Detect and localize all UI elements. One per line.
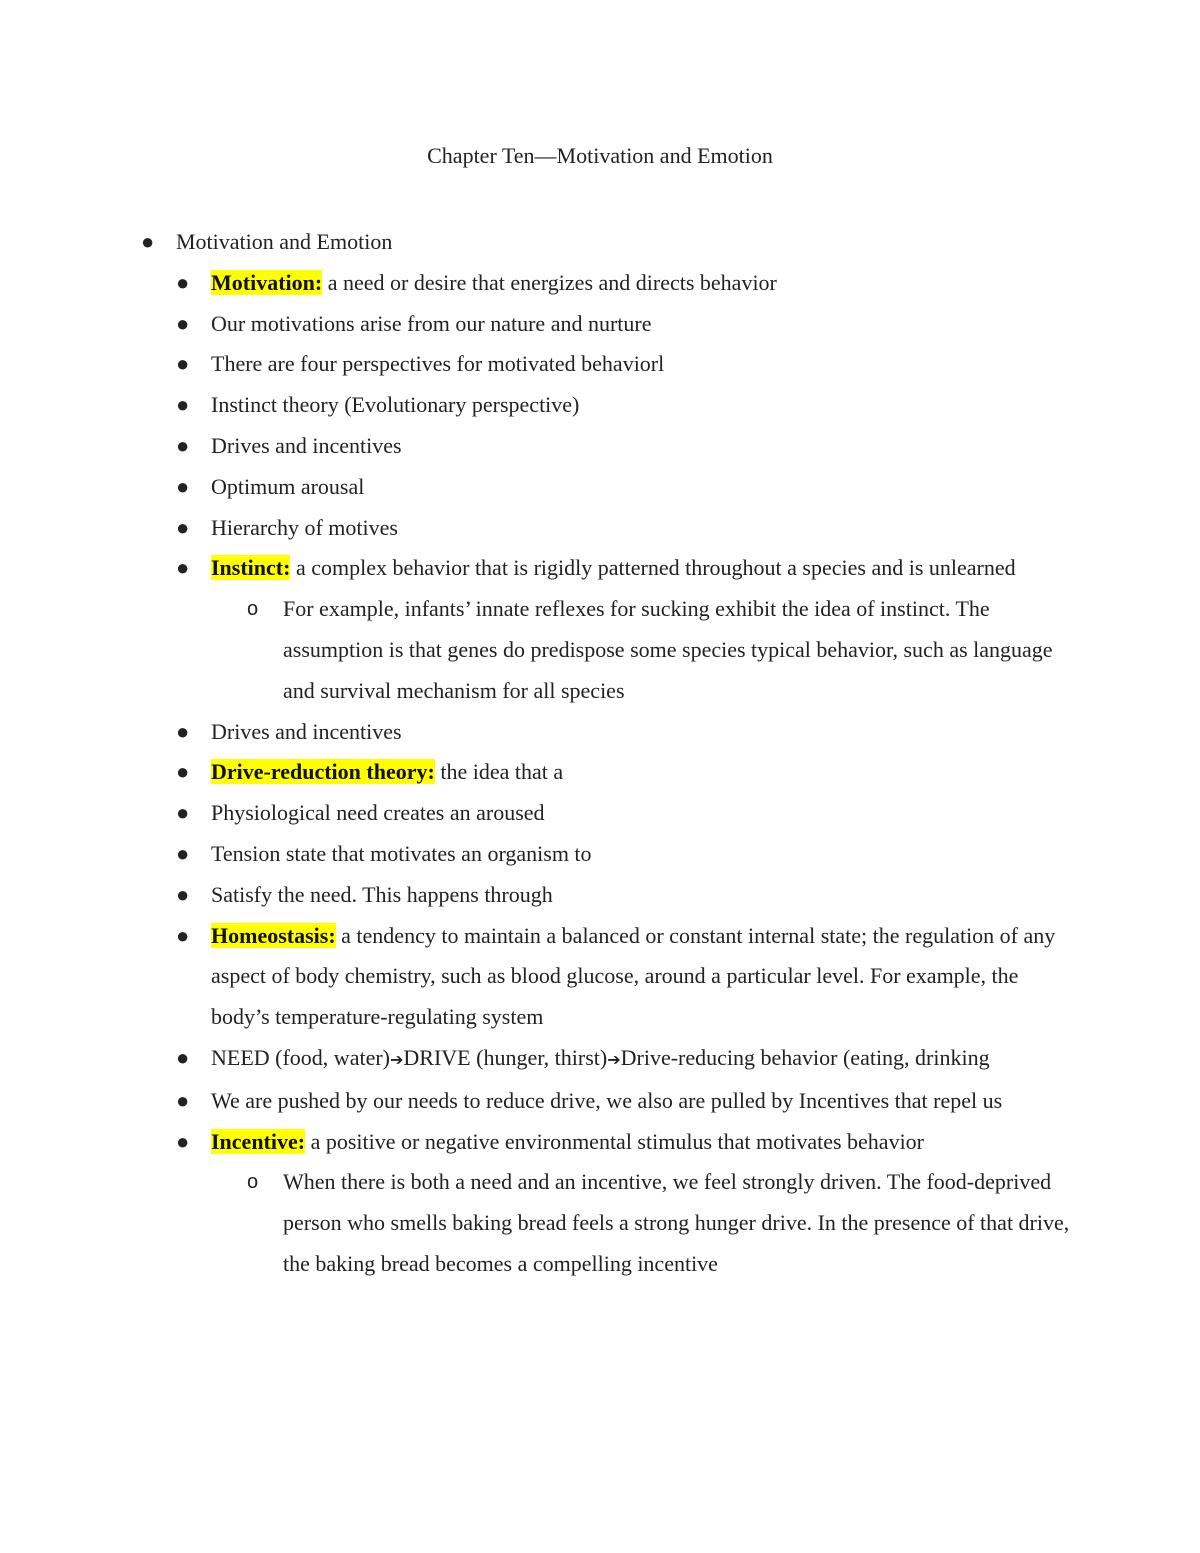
highlighted-term: Drive-reduction theory: <box>211 759 435 785</box>
list-item <box>0 344 1061 385</box>
list-item <box>0 916 1061 1038</box>
item-text: the idea that a <box>434 759 564 785</box>
bullet-icon: ● <box>176 514 190 540</box>
highlighted-term: Homeostasis: <box>211 922 336 948</box>
list-item <box>0 712 1061 753</box>
highlighted-term: Motivation: <box>211 269 323 295</box>
item-text: We are pushed by our needs to reduce drive, we also are pulled by Incentives that repel us <box>211 1087 1003 1113</box>
item-text: Hierarchy of motives <box>211 514 398 540</box>
list-item <box>0 1081 1061 1122</box>
item-text: Drives and incentives <box>211 432 402 458</box>
list-item <box>0 508 1061 549</box>
item-text-part3: Drive-reducing behavior (eating, drinking <box>620 1044 990 1070</box>
item-text-part2: DRIVE (hunger, thirst) <box>403 1044 608 1070</box>
item-text: a complex behavior that is rigidly patterned throughout a species and is unlearned <box>290 555 1016 581</box>
list-item <box>0 548 1061 589</box>
bullet-icon: ● <box>176 759 190 785</box>
item-text: Motivation and Emotion <box>176 229 393 254</box>
list-item <box>0 875 1061 916</box>
item-text: For example, infants’ innate reflexes for sucking exhibit the idea of instinct. The assumption is that genes do predispose some species typical behavior, such as language and survival mechanism for all species <box>283 596 1053 703</box>
list-item <box>0 467 1061 508</box>
item-text-part1: NEED (food, water) <box>211 1044 390 1070</box>
bullet-icon: ● <box>176 881 190 907</box>
bullet-icon: ● <box>176 269 190 295</box>
bullet-icon: ● <box>176 432 190 458</box>
page-title: Chapter Ten—Motivation and Emotion <box>427 143 773 168</box>
bullet-icon: ● <box>176 800 190 826</box>
bullet-icon: ● <box>141 229 155 254</box>
bullet-icon: ● <box>176 555 190 581</box>
bullet-icon: ● <box>176 1044 190 1070</box>
list-item <box>0 304 1061 345</box>
bullet-icon: ● <box>176 840 190 866</box>
item-text: Optimum arousal <box>211 473 365 499</box>
item-text: a tendency to maintain a balanced or constant internal state; the regulation of any aspect of body chemistry, such as blood glucose, around a particular level. For example, the body’s temperature-regulating system <box>211 922 1056 1030</box>
highlighted-term: Incentive: <box>211 1128 306 1154</box>
bullet-icon: ● <box>176 473 190 499</box>
item-text: There are four perspectives for motivated behaviorl <box>211 351 665 377</box>
bullet-icon: ● <box>176 310 190 336</box>
list-item <box>0 1038 1061 1081</box>
sub-list-item <box>0 1162 1073 1284</box>
item-text: Tension state that motivates an organism to <box>211 840 592 866</box>
bullet-icon: ● <box>176 351 190 377</box>
bullet-icon: ● <box>176 1087 190 1113</box>
list-item <box>0 385 1061 426</box>
sub-bullet-icon: o <box>247 598 259 621</box>
bullet-list <box>0 222 1200 1285</box>
list-item <box>0 426 1061 467</box>
item-text: Instinct theory (Evolutionary perspective) <box>211 392 580 418</box>
item-text: Satisfy the need. This happens through <box>211 881 553 907</box>
highlighted-term: Instinct: <box>211 555 291 581</box>
item-text: a positive or negative environmental stimulus that motivates behavior <box>305 1128 925 1154</box>
list-item <box>0 752 1061 793</box>
item-text: Our motivations arise from our nature and nurture <box>211 310 652 336</box>
right-arrow-icon: ➔ <box>390 1049 404 1069</box>
list-item <box>0 793 1061 834</box>
list-item <box>0 222 1056 263</box>
right-arrow-icon: ➔ <box>607 1049 621 1069</box>
bullet-icon: ● <box>176 718 190 744</box>
sub-bullet-icon: o <box>247 1171 259 1194</box>
item-text: a need or desire that energizes and directs behavior <box>322 269 777 295</box>
item-text: When there is both a need and an incentive, we feel strongly driven. The food-deprived person who smells baking bread feels a strong hunger drive. In the presence of that drive, the baking bread becomes a compelling incentive <box>283 1169 1070 1276</box>
item-text: Drives and incentives <box>211 718 402 744</box>
list-item <box>0 834 1061 875</box>
sub-list-item <box>0 589 1073 711</box>
bullet-icon: ● <box>176 922 190 948</box>
bullet-icon: ● <box>176 392 190 418</box>
list-item <box>0 263 1061 304</box>
bullet-icon: ● <box>176 1128 190 1154</box>
list-item <box>0 1122 1061 1163</box>
item-text: Physiological need creates an aroused <box>211 800 545 826</box>
